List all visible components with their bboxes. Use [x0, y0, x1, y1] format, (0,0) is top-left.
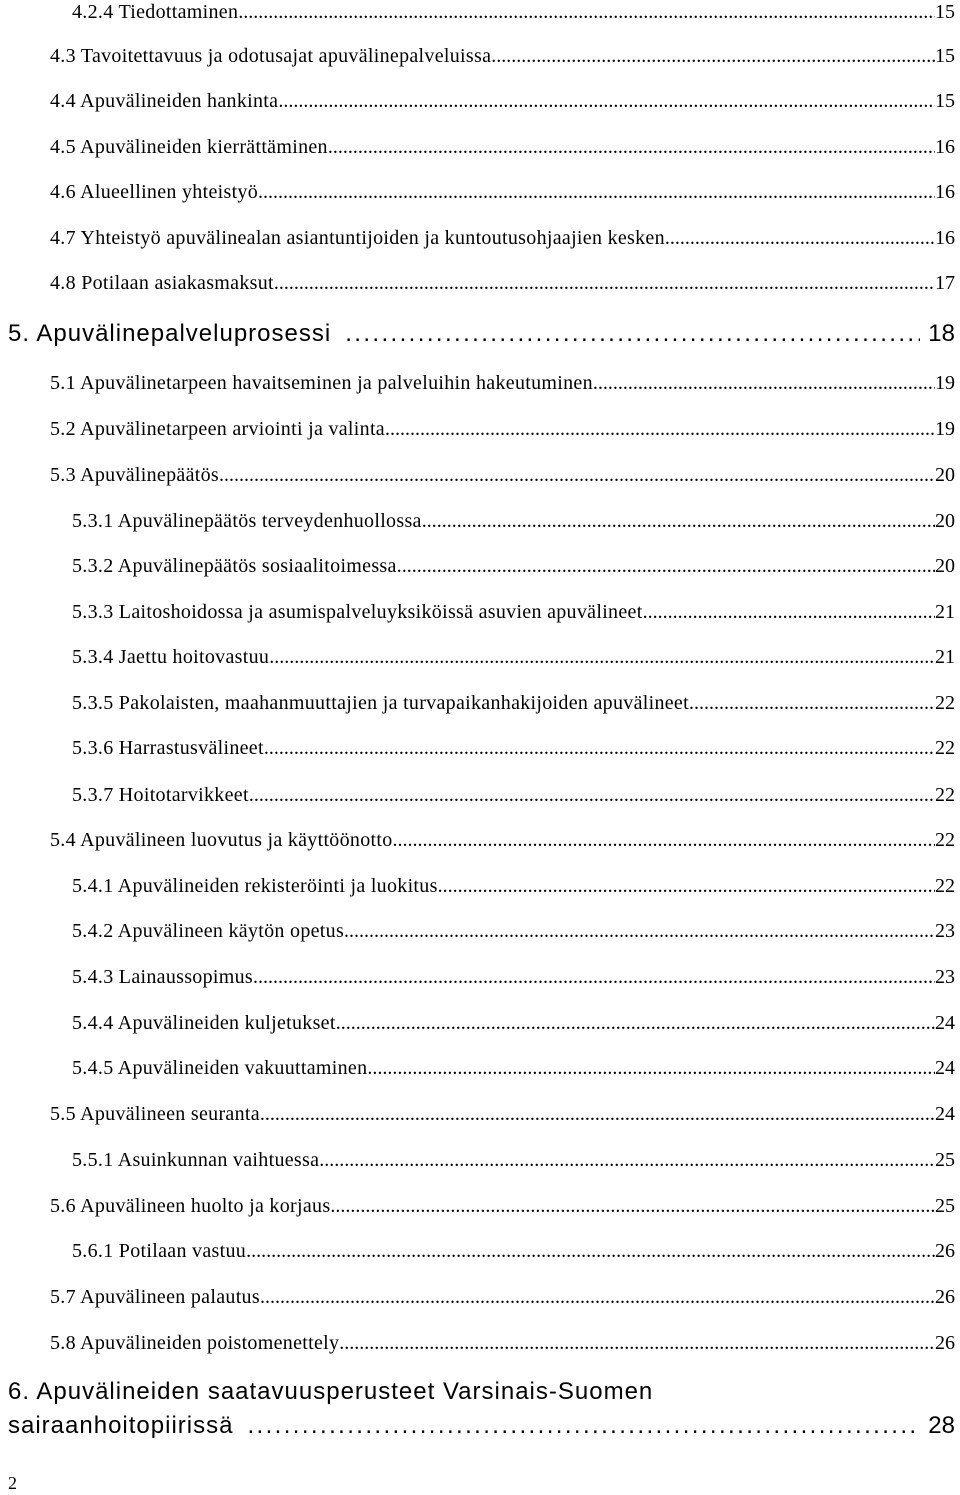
toc-entry-page: 16 — [935, 181, 955, 203]
dot-leader — [593, 371, 935, 395]
toc-entry-page: 20 — [935, 510, 955, 532]
toc-entry-title: 5.3.6 Harrastusvälineet — [72, 737, 264, 759]
toc-entry[interactable] — [72, 645, 955, 669]
dot-leader — [331, 318, 920, 350]
dot-leader — [336, 1011, 935, 1035]
toc-entry-title: 5.8 Apuvälineiden poistomenettely — [50, 1332, 340, 1354]
toc-entry-title: 5.4.3 Lainaussopimus — [72, 966, 253, 988]
dot-leader — [274, 271, 935, 295]
toc-entry[interactable] — [72, 783, 955, 807]
dot-leader — [233, 1410, 920, 1442]
toc-entry-page: 21 — [935, 646, 955, 668]
toc-entry-page: 20 — [935, 555, 955, 577]
toc-entry[interactable] — [50, 89, 955, 113]
toc-entry-title: 5.4.2 Apuvälineen käytön opetus — [72, 920, 345, 942]
toc-entry[interactable] — [50, 1331, 955, 1355]
dot-leader — [397, 554, 935, 578]
toc-entry-title: 5.6.1 Potilaan vastuu — [72, 1240, 247, 1262]
toc-entry-title: 4.2.4 Tiedottaminen — [72, 1, 239, 23]
toc-entry-title: 5.3.4 Jaettu hoitovastuu — [72, 646, 270, 668]
toc-entry[interactable] — [72, 600, 955, 624]
toc-entry[interactable] — [72, 736, 955, 760]
toc-entry-page: 25 — [935, 1149, 955, 1171]
toc-entry-title: 5.4.4 Apuvälineiden kuljetukset — [72, 1012, 336, 1034]
toc-entry-page: 20 — [935, 464, 955, 486]
toc-chapter-page: 18 — [928, 320, 955, 347]
toc-chapter-title-line-2-row — [8, 1410, 955, 1442]
dot-leader — [665, 226, 935, 250]
toc-entry-title: 4.4 Apuvälineiden hankinta — [50, 90, 279, 112]
toc-entry-title: 5.5.1 Asuinkunnan vaihtuessa — [72, 1149, 320, 1171]
dot-leader — [643, 600, 935, 624]
toc-entry-title: 4.3 Tavoitettavuus ja odotusajat apuvälinepalveluissa — [50, 45, 492, 67]
toc-entry[interactable] — [72, 691, 955, 715]
toc-entry-page: 15 — [935, 90, 955, 112]
toc-entry-title: 5.3.7 Hoitotarvikkeet — [72, 784, 249, 806]
toc-entry-page: 15 — [935, 45, 955, 67]
dot-leader — [330, 1194, 935, 1218]
toc-entry-page: 26 — [935, 1332, 955, 1354]
toc-entry-page: 22 — [935, 692, 955, 714]
toc-entry[interactable] — [72, 965, 955, 989]
toc-chapter-title: 5. Apuvälinepalveluprosessi — [8, 320, 332, 347]
toc-entry[interactable] — [72, 554, 955, 578]
dot-leader — [260, 1102, 935, 1126]
dot-leader — [319, 1148, 935, 1172]
toc-chapter-heading[interactable] — [8, 318, 955, 350]
toc-entry[interactable] — [50, 1285, 955, 1309]
dot-leader — [258, 180, 935, 204]
toc-entry-title: 4.5 Apuvälineiden kierrättäminen — [50, 136, 328, 158]
toc-entry[interactable] — [50, 1102, 955, 1126]
toc-entry[interactable] — [72, 509, 955, 533]
toc-entry-title: 5.4.5 Apuvälineiden vakuuttaminen — [72, 1057, 368, 1079]
dot-leader — [278, 89, 935, 113]
dot-leader — [344, 919, 935, 943]
toc-entry-title: 5.3 Apuvälinepäätös — [50, 464, 220, 486]
toc-entry-page: 23 — [935, 966, 955, 988]
toc-entry[interactable] — [72, 0, 955, 24]
toc-entry-page: 25 — [935, 1195, 955, 1217]
toc-entry[interactable] — [50, 1194, 955, 1218]
dot-leader — [339, 1331, 935, 1355]
dot-leader — [260, 1285, 935, 1309]
toc-entry-page: 19 — [935, 372, 955, 394]
toc-entry-title: 5.4.1 Apuvälineiden rekisteröinti ja luokitus — [72, 875, 438, 897]
toc-entry-title: 5.2 Apuvälinetarpeen arviointi ja valinta — [50, 418, 385, 440]
toc-entry-page: 24 — [935, 1012, 955, 1034]
dot-leader — [689, 691, 935, 715]
dot-leader — [328, 135, 935, 159]
toc-entry-page: 26 — [935, 1286, 955, 1308]
toc-entry-title: 5.6 Apuvälineen huolto ja korjaus — [50, 1195, 331, 1217]
toc-entry-title: 5.5 Apuvälineen seuranta — [50, 1103, 260, 1125]
toc-entry[interactable] — [50, 271, 955, 295]
dot-leader — [422, 509, 935, 533]
toc-entry[interactable] — [50, 226, 955, 250]
toc-entry-title: 5.7 Apuvälineen palautus — [50, 1286, 260, 1308]
toc-entry[interactable] — [50, 44, 955, 68]
toc-entry-title: 5.3.2 Apuvälinepäätös sosiaalitoimessa — [72, 555, 397, 577]
toc-entry-page: 24 — [935, 1103, 955, 1125]
page-number: 2 — [8, 1473, 17, 1493]
dot-leader — [438, 874, 935, 898]
toc-entry-page: 22 — [935, 737, 955, 759]
toc-entry-title: 5.4 Apuvälineen luovutus ja käyttöönotto — [50, 829, 393, 851]
toc-chapter-title-line-2: sairaanhoitopiirissä — [8, 1412, 234, 1439]
toc-entry[interactable] — [50, 417, 955, 441]
toc-entry-title: 5.3.1 Apuvälinepäätös terveydenhuollossa — [72, 510, 422, 532]
toc-entry-page: 24 — [935, 1057, 955, 1079]
toc-entry-title: 4.6 Alueellinen yhteistyö — [50, 181, 259, 203]
toc-entry-page: 21 — [935, 601, 955, 623]
toc-chapter-title-line-1: 6. Apuvälineiden saatavuusperusteet Varsinais-Suomen — [8, 1378, 654, 1405]
dot-leader — [264, 736, 935, 760]
toc-entry-page: 16 — [935, 227, 955, 249]
toc-entry-page: 22 — [935, 784, 955, 806]
toc-entry-page: 16 — [935, 136, 955, 158]
toc-entry[interactable] — [50, 828, 955, 852]
toc-entry-title: 4.8 Potilaan asiakasmaksut — [50, 272, 274, 294]
dot-leader — [249, 783, 935, 807]
toc-entry[interactable] — [50, 371, 955, 395]
toc-entry-title: 5.1 Apuvälinetarpeen havaitseminen ja palveluihin hakeutuminen — [50, 372, 593, 394]
dot-leader — [491, 44, 935, 68]
toc-entry-page: 19 — [935, 418, 955, 440]
dot-leader — [269, 645, 935, 669]
toc-entry-title: 5.3.5 Pakolaisten, maahanmuuttajien ja turvapaikanhakijoiden apuvälineet — [72, 692, 689, 714]
toc-entry-page: 22 — [935, 829, 955, 851]
toc-entry-page: 22 — [935, 875, 955, 897]
dot-leader — [219, 463, 935, 487]
toc-entry[interactable] — [50, 135, 955, 159]
toc-entry[interactable] — [72, 1056, 955, 1080]
toc-entry-page: 15 — [935, 1, 955, 23]
toc-entry[interactable] — [72, 874, 955, 898]
toc-entry[interactable] — [72, 1011, 955, 1035]
dot-leader — [393, 828, 935, 852]
toc-entry[interactable] — [72, 919, 955, 943]
toc-entry[interactable] — [72, 1148, 955, 1172]
dot-leader — [246, 1239, 935, 1263]
dot-leader — [238, 0, 935, 24]
dot-leader — [385, 417, 935, 441]
toc-entry-title: 5.3.3 Laitoshoidossa ja asumispalveluyksiköissä asuvien apuvälineet — [72, 601, 643, 623]
toc-entry-page: 17 — [935, 272, 955, 294]
dot-leader — [253, 965, 935, 989]
dot-leader — [367, 1056, 935, 1080]
toc-entry[interactable] — [50, 463, 955, 487]
toc-entry-title: 4.7 Yhteistyö apuvälinealan asiantuntijoiden ja kuntoutusohjaajien kesken — [50, 227, 665, 249]
toc-entry[interactable] — [72, 1239, 955, 1263]
toc-chapter-page: 28 — [928, 1412, 955, 1439]
toc-entry[interactable] — [50, 180, 955, 204]
toc-entry-page: 23 — [935, 920, 955, 942]
toc-entry-page: 26 — [935, 1240, 955, 1262]
